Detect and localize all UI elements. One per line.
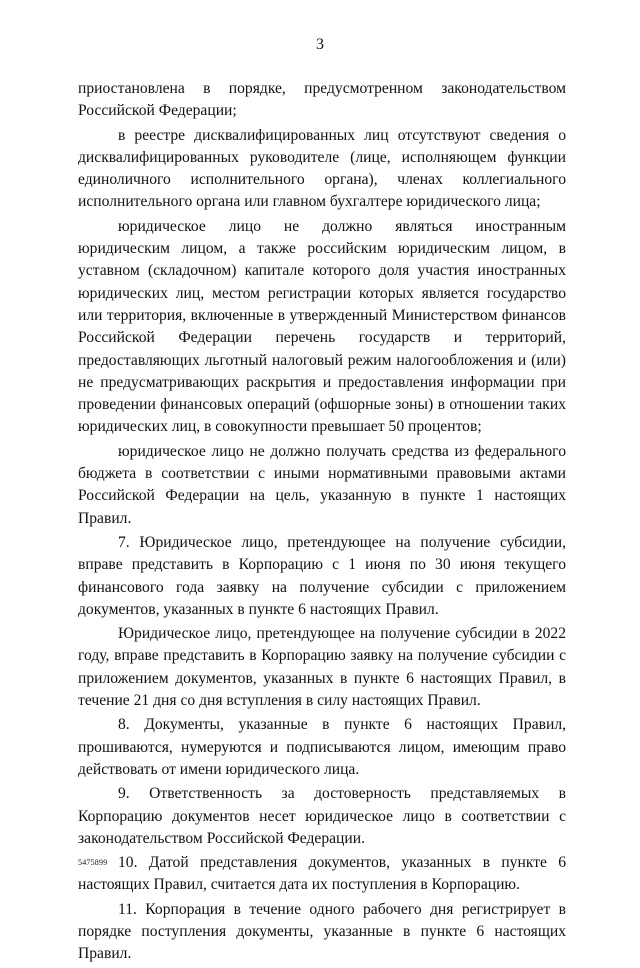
paragraph-clause-7: 7. Юридическое лицо, претендующее на получение субсидии, вправе представить в Корпорацию с 1 июня по 30 июня текущего финансового года заявку на получение субсидии с приложением документов, указанных в пункте 6 настоящих Правил. (78, 533, 566, 618)
paragraph-clause-8: 8. Документы, указанные в пункте 6 настоящих Правил, прошиваются, нумеруются и подписываются лицом, имеющим право действовать от имени юридического лица. (78, 716, 566, 778)
paragraph-clause-10: 10. Датой представления документов, указанных в пункте 6 настоящих Правил, считается дата их поступления в Корпорацию. (78, 854, 566, 894)
paragraph-continuation: приостановлена в порядке, предусмотренном законодательством Российской Федерации; (78, 80, 566, 120)
paragraph-clause-7-2022: Юридическое лицо, претендующее на получение субсидии в 2022 году, вправе представить в Корпорацию заявку на получение субсидии с приложением документов, указанных в пункте 6 настоящих Правил, в течение 21 дня со дня вступления в силу настоящих Правил. (78, 625, 566, 710)
page-number: 3 (316, 36, 324, 53)
document-body (78, 78, 566, 968)
paragraph-clause-9: 9. Ответственность за достоверность представляемых в Корпорацию документов несет юридическое лицо в соответствии с законодательством Российской Федерации. (78, 785, 566, 847)
document-code: 5475899 (78, 858, 108, 867)
paragraph-federal-budget: юридическое лицо не должно получать средства из федерального бюджета в соответствии с иными нормативными правовыми актами Российской Федерации на цель, указанную в пункте 1 настоящих Правил. (78, 442, 566, 527)
paragraph-disqualified-registry: в реестре дисквалифицированных лиц отсутствуют сведения о дисквалифицированных руководителе (лице, исполняющем функции единоличного исполнительного органа), членах коллегиального исполнительного органа или главном бухгалтере юридического лица; (78, 126, 566, 211)
paragraph-foreign-entity: юридическое лицо не должно являться иностранным юридическим лицом, а также российским юридическим лицом, в уставном (складочном) капитале которого доля участия иностранных юридических лиц, местом регистрации которых является государство или территория, включенные в утвержденный Министерством финансов Российской Федерации перечень государств и территорий, предоставляющих льготный налоговый режим налогообложения и (или) не предусматривающих раскрытия и предоставления информации при проведении финансовых операций (офшорные зоны) в отношении таких юридических лиц, в совокупности превышает 50 процентов; (78, 217, 566, 436)
paragraph-clause-11: 11. Корпорация в течение одного рабочего дня регистрирует в порядке поступления документы, указанные в пункте 6 настоящих Правил. (78, 900, 566, 963)
